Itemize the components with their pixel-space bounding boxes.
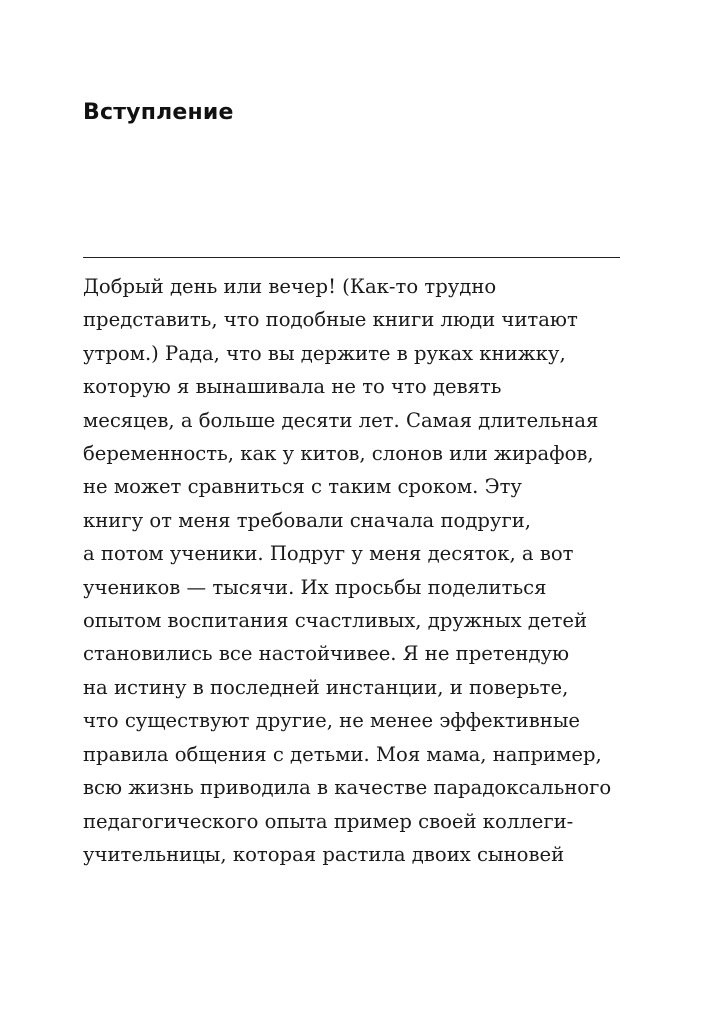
text-line: которую я вынашивала не то что девять — [83, 375, 502, 399]
body-text — [83, 270, 643, 871]
text-line: учительницы, которая растила двоих сыновей — [83, 842, 565, 866]
text-line: месяцев, а больше десяти лет. Самая длительная — [83, 408, 599, 432]
text-line: книгу от меня требовали сначала подруги, — [83, 508, 532, 532]
text-line: опытом воспитания счастливых, дружных детей — [83, 609, 588, 633]
text-line: что существуют другие, не менее эффективные — [83, 709, 581, 733]
text-line: правила общения с детьми. Моя мама, например, — [83, 742, 602, 766]
title-divider — [83, 257, 620, 258]
chapter-title: Вступление — [83, 100, 234, 125]
text-line: утром.) Рада, что вы держите в руках книжку, — [83, 341, 566, 365]
text-line: представить, что подобные книги люди читают — [83, 308, 578, 332]
text-line: всю жизнь приводила в качестве парадоксального — [83, 776, 612, 800]
text-line: на истину в последней инстанции, и поверьте, — [83, 675, 569, 699]
text-line: а потом ученики. Подруг у меня десяток, а вот — [83, 542, 574, 566]
text-line: беременность, как у китов, слонов или жирафов, — [83, 442, 594, 466]
text-line: Добрый день или вечер! (Как-то трудно — [83, 275, 497, 298]
text-line: учеников — тысячи. Их просьбы поделиться — [83, 575, 547, 599]
text-line: становились все настойчивее. Я не претендую — [83, 642, 570, 666]
text-line: педагогического опыта пример своей коллеги- — [83, 809, 574, 833]
text-line: не может сравниться с таким сроком. Эту — [83, 475, 522, 499]
